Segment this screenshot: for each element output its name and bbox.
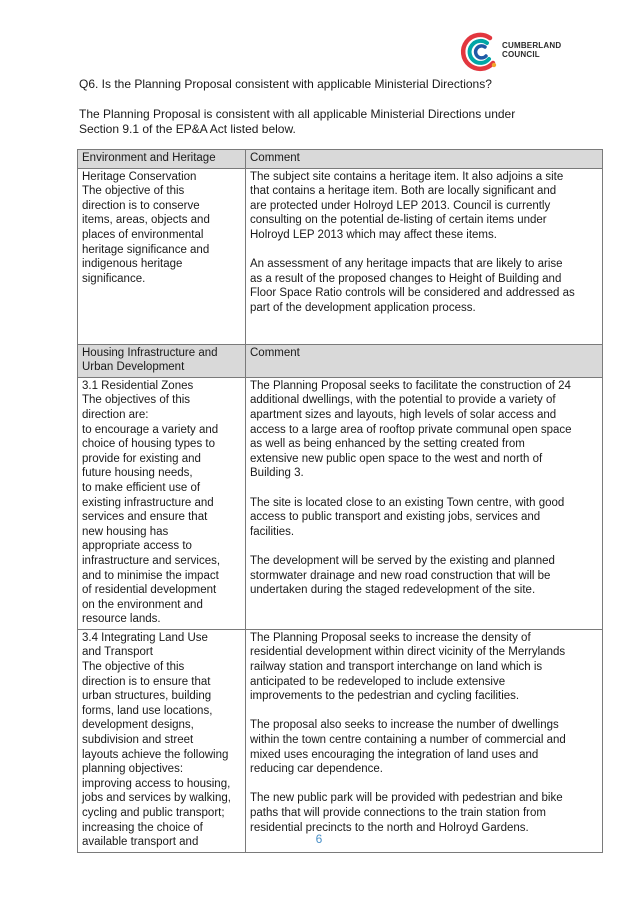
direction-cell xyxy=(78,629,246,852)
direction-text: planning objectives: xyxy=(82,763,184,776)
direction-text: cycling and public transport; xyxy=(82,807,225,819)
direction-text: improving access to housing, xyxy=(82,777,231,790)
comment-text: mixed uses encouraging the integration of land uses and xyxy=(250,748,539,761)
comment-text: reducing car dependence. xyxy=(250,763,383,776)
table-row xyxy=(78,168,603,344)
header-cell-environment: Environment and Heritage xyxy=(78,150,246,169)
direction-text: The objective of this xyxy=(82,185,185,198)
comment-text: extensive new public open space to the west and north of xyxy=(250,452,543,465)
comment-text: Floor Space Ratio controls will be considered and addressed as xyxy=(250,287,575,300)
table-header-row xyxy=(78,344,603,377)
intro-line: Section 9.1 of the EP&A Act listed below. xyxy=(79,122,296,136)
comment-text: stormwater drainage and new road construction that will be xyxy=(250,569,551,582)
comment-text: facilities. xyxy=(250,525,295,538)
comment-text: are protected under Holroyd LEP 2013. Council is currently xyxy=(250,199,551,212)
comment-text: The Planning Proposal seeks to increase the density of xyxy=(250,631,531,644)
comment-text: part of the development application process. xyxy=(250,301,476,314)
direction-text: infrastructure and services, xyxy=(82,554,221,567)
direction-text: The objectives of this xyxy=(82,394,191,407)
comment-text: consulting on the potential de-listing of certain items under xyxy=(250,214,547,227)
comment-text: The proposal also seeks to increase the number of dwellings xyxy=(250,719,559,732)
council-logo-text xyxy=(502,41,561,59)
question-heading: Q6. Is the Planning Proposal consistent with applicable Ministerial Directions? xyxy=(79,77,492,91)
direction-text: to make efficient use of xyxy=(82,481,201,494)
header-cell-comment: Comment xyxy=(246,150,603,169)
direction-text: forms, land use locations, xyxy=(82,704,213,717)
direction-text: direction is to conserve xyxy=(82,199,200,212)
comment-text: access to a large area of rooftop private communal open space xyxy=(250,423,572,436)
table-header-row xyxy=(78,150,603,169)
logo-line-2: COUNCIL xyxy=(502,50,540,59)
header-cell-comment: Comment xyxy=(246,344,603,377)
direction-text: to encourage a variety and xyxy=(82,423,219,436)
council-logo xyxy=(460,30,580,74)
direction-cell xyxy=(78,168,246,344)
table-row xyxy=(78,377,603,629)
comment-text: additional dwellings, with the potential to provide a variety of xyxy=(250,394,556,407)
direction-text: future housing needs, xyxy=(82,467,193,480)
logo-line-1: CUMBERLAND xyxy=(502,41,562,50)
direction-title: 3.1 Residential Zones xyxy=(82,379,194,392)
direction-text: new housing has xyxy=(82,525,169,538)
comment-text: within the town centre containing a number of commercial and xyxy=(250,734,566,747)
page-number: 6 xyxy=(315,832,323,846)
direction-text: The objective of this xyxy=(82,661,185,674)
direction-text: appropriate access to xyxy=(82,540,192,553)
direction-text: available transport and xyxy=(82,836,199,849)
comment-text: as well as being enhanced by the setting created from xyxy=(250,438,525,451)
comment-text: The development will be served by the existing and planned xyxy=(250,554,555,567)
direction-text: significance. xyxy=(82,272,146,285)
direction-title: and Transport xyxy=(82,646,153,659)
direction-title: Heritage Conservation xyxy=(82,170,197,183)
comment-text: access to public transport and existing jobs, services and xyxy=(250,511,541,524)
direction-text: increasing the choice of xyxy=(82,821,203,834)
comment-text: railway station and transport interchange on land which is xyxy=(250,661,543,674)
header-cell-housing: Housing Infrastructure and Urban Development xyxy=(78,344,246,377)
direction-text: heritage significance and xyxy=(82,243,210,256)
direction-text: places of environmental xyxy=(82,228,204,241)
comment-text: The Planning Proposal seeks to facilitate the construction of 24 xyxy=(250,379,571,392)
direction-text: jobs and services by walking, xyxy=(82,792,231,805)
comment-text: paths that will provide connections to the train station from xyxy=(250,807,546,819)
direction-text: choice of housing types to xyxy=(82,438,215,451)
comment-text: apartment sizes and layouts, high levels of solar access and xyxy=(250,408,557,421)
comment-text: The new public park will be provided with pedestrian and bike xyxy=(250,792,563,805)
intro-paragraph xyxy=(79,107,549,137)
direction-text: and to minimise the impact xyxy=(82,569,219,582)
direction-text: direction are: xyxy=(82,408,149,421)
direction-text: urban structures, building xyxy=(82,690,212,703)
comment-cell xyxy=(246,629,603,852)
direction-text: items, areas, objects and xyxy=(82,214,210,227)
comment-text: as a result of the proposed changes to Height of Building and xyxy=(250,272,562,285)
comment-text: An assessment of any heritage impacts that are likely to arise xyxy=(250,258,563,271)
direction-text: subdivision and street xyxy=(82,734,194,747)
direction-cell xyxy=(78,377,246,629)
comment-text: The site is located close to an existing Town centre, with good xyxy=(250,496,565,509)
comment-text: Building 3. xyxy=(250,467,304,480)
ministerial-directions-table xyxy=(77,149,603,853)
direction-text: services and ensure that xyxy=(82,511,208,524)
comment-text: residential precincts to the north and Holroyd Gardens. xyxy=(250,821,529,834)
table-row xyxy=(78,629,603,852)
direction-title: 3.4 Integrating Land Use xyxy=(82,631,208,644)
direction-text: on the environment and xyxy=(82,598,203,611)
comment-text: undertaken during the staged redevelopment of the site. xyxy=(250,584,536,597)
direction-text: of residential development xyxy=(82,584,217,597)
direction-text: indigenous heritage xyxy=(82,258,183,271)
comment-text: residential development within direct vicinity of the Merrylands xyxy=(250,646,566,659)
council-logo-icon xyxy=(460,30,500,74)
comment-text: improvements to the pedestrian and cycling facilities. xyxy=(250,690,520,703)
comment-text: anticipated to be redeveloped to include extensive xyxy=(250,675,506,688)
intro-line: The Planning Proposal is consistent with all applicable Ministerial Directions under xyxy=(79,107,516,121)
direction-text: resource lands. xyxy=(82,613,161,626)
comment-text: The subject site contains a heritage item. It also adjoins a site xyxy=(250,170,564,183)
comment-cell xyxy=(246,168,603,344)
direction-text: provide for existing and xyxy=(82,452,201,465)
comment-text: Holroyd LEP 2013 which may affect these items. xyxy=(250,228,497,241)
direction-text: existing infrastructure and xyxy=(82,496,214,509)
comment-cell xyxy=(246,377,603,629)
direction-text: direction is to ensure that xyxy=(82,675,211,688)
comment-text: that contains a heritage item. Both are locally significant and xyxy=(250,185,557,198)
direction-text: development designs, xyxy=(82,719,194,732)
direction-text: layouts achieve the following xyxy=(82,748,229,761)
